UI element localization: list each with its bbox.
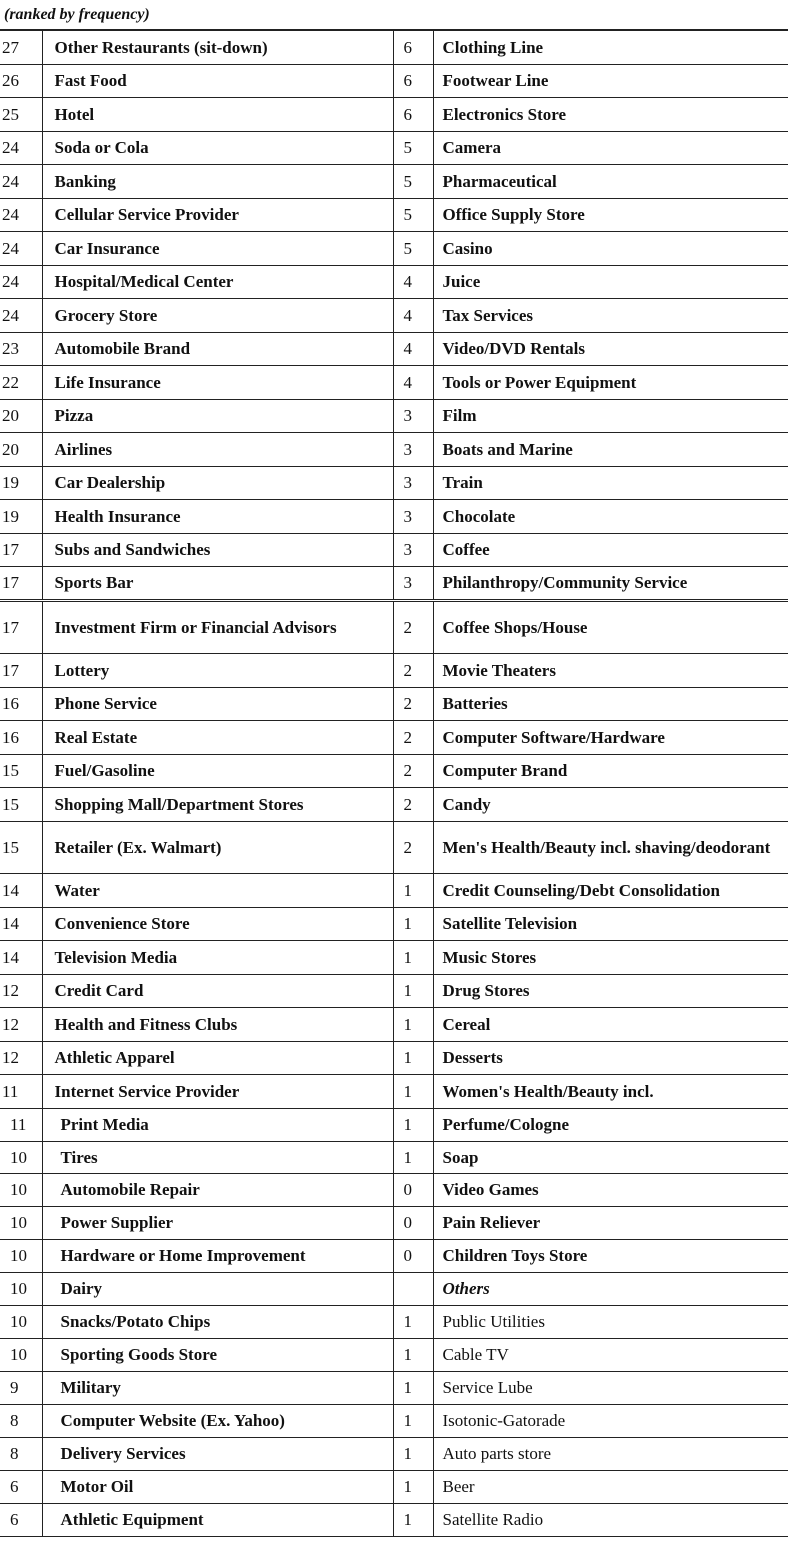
secondary-category-cell: Candy xyxy=(433,788,788,822)
secondary-category-cell: Philanthropy/Community Service xyxy=(433,567,788,601)
category-name-cell: Snacks/Potato Chips xyxy=(42,1306,393,1339)
secondary-category-cell: Satellite Radio xyxy=(433,1504,788,1537)
secondary-count-cell: 5 xyxy=(393,132,433,165)
secondary-category-cell: Credit Counseling/Debt Consolidation xyxy=(433,874,788,908)
table-row xyxy=(0,467,788,500)
secondary-category-cell: Perfume/Cologne xyxy=(433,1109,788,1142)
secondary-category-cell: Children Toys Store xyxy=(433,1240,788,1273)
category-name-cell: Grocery Store xyxy=(42,299,393,333)
rank-count-cell: 24 xyxy=(0,232,42,266)
category-name-cell: Athletic Equipment xyxy=(42,1504,393,1537)
secondary-count-cell: 5 xyxy=(393,199,433,232)
secondary-count-cell: 5 xyxy=(393,165,433,199)
table-row xyxy=(0,366,788,400)
table-row xyxy=(0,1109,788,1142)
category-name-cell: Shopping Mall/Department Stores xyxy=(42,788,393,822)
table-row xyxy=(0,31,788,65)
table-row xyxy=(0,1306,788,1339)
rank-count-cell: 6 xyxy=(0,1471,42,1504)
secondary-category-cell: Electronics Store xyxy=(433,98,788,132)
secondary-count-cell: 0 xyxy=(393,1240,433,1273)
category-name-cell: Hardware or Home Improvement xyxy=(42,1240,393,1273)
category-name-cell: Sports Bar xyxy=(42,567,393,601)
category-name-cell: Fast Food xyxy=(42,65,393,98)
secondary-category-cell: Satellite Television xyxy=(433,908,788,941)
category-name-cell: Health Insurance xyxy=(42,500,393,534)
secondary-count-cell: 0 xyxy=(393,1174,433,1207)
table-row xyxy=(0,98,788,132)
category-name-cell: Airlines xyxy=(42,433,393,467)
category-name-cell: Convenience Store xyxy=(42,908,393,941)
table-row xyxy=(0,908,788,941)
category-name-cell: Athletic Apparel xyxy=(42,1042,393,1075)
rank-count-cell: 14 xyxy=(0,908,42,941)
secondary-category-cell: Clothing Line xyxy=(433,31,788,65)
secondary-count-cell: 6 xyxy=(393,65,433,98)
secondary-count-cell: 2 xyxy=(393,688,433,721)
rank-count-cell: 24 xyxy=(0,199,42,232)
secondary-count-cell: 3 xyxy=(393,433,433,467)
secondary-count-cell: 1 xyxy=(393,1339,433,1372)
category-name-cell: Pizza xyxy=(42,400,393,433)
secondary-category-cell: Video/DVD Rentals xyxy=(433,333,788,366)
table-row xyxy=(0,941,788,975)
secondary-count-cell xyxy=(393,1273,433,1306)
rank-count-cell: 8 xyxy=(0,1438,42,1471)
table-row xyxy=(0,1207,788,1240)
secondary-category-cell: Chocolate xyxy=(433,500,788,534)
table-row xyxy=(0,65,788,98)
table-row xyxy=(0,165,788,199)
rank-count-cell: 15 xyxy=(0,788,42,822)
secondary-category-cell: Coffee Shops/House xyxy=(433,601,788,654)
category-name-cell: Health and Fitness Clubs xyxy=(42,1008,393,1042)
category-name-cell: Television Media xyxy=(42,941,393,975)
rank-count-cell: 26 xyxy=(0,65,42,98)
secondary-count-cell: 4 xyxy=(393,299,433,333)
secondary-category-cell: Boats and Marine xyxy=(433,433,788,467)
secondary-category-cell: Auto parts store xyxy=(433,1438,788,1471)
rank-count-cell: 12 xyxy=(0,1042,42,1075)
rank-count-cell: 6 xyxy=(0,1504,42,1537)
category-name-cell: Cellular Service Provider xyxy=(42,199,393,232)
secondary-count-cell: 1 xyxy=(393,1471,433,1504)
secondary-category-cell: Pain Reliever xyxy=(433,1207,788,1240)
table-row xyxy=(0,1339,788,1372)
rank-count-cell: 10 xyxy=(0,1339,42,1372)
table-row xyxy=(0,299,788,333)
category-name-cell: Life Insurance xyxy=(42,366,393,400)
table-row xyxy=(0,1042,788,1075)
table-row xyxy=(0,1438,788,1471)
secondary-count-cell: 1 xyxy=(393,1075,433,1109)
rank-count-cell: 12 xyxy=(0,975,42,1008)
table-row xyxy=(0,1008,788,1042)
secondary-category-cell: Coffee xyxy=(433,534,788,567)
category-name-cell: Other Restaurants (sit-down) xyxy=(42,31,393,65)
rank-count-cell: 11 xyxy=(0,1109,42,1142)
secondary-category-cell: Drug Stores xyxy=(433,975,788,1008)
table-row xyxy=(0,400,788,433)
category-name-cell: Hospital/Medical Center xyxy=(42,266,393,299)
frequency-table xyxy=(0,30,788,1537)
rank-count-cell: 10 xyxy=(0,1240,42,1273)
secondary-count-cell: 3 xyxy=(393,500,433,534)
table-row xyxy=(0,500,788,534)
table-row xyxy=(0,755,788,788)
secondary-category-cell: Cereal xyxy=(433,1008,788,1042)
rank-count-cell: 19 xyxy=(0,500,42,534)
category-name-cell: Retailer (Ex. Walmart) xyxy=(42,822,393,874)
secondary-category-cell: Tools or Power Equipment xyxy=(433,366,788,400)
secondary-count-cell: 1 xyxy=(393,874,433,908)
secondary-category-cell: Music Stores xyxy=(433,941,788,975)
secondary-count-cell: 0 xyxy=(393,1207,433,1240)
secondary-count-cell: 1 xyxy=(393,1372,433,1405)
secondary-count-cell: 1 xyxy=(393,975,433,1008)
table-row xyxy=(0,975,788,1008)
rank-count-cell: 24 xyxy=(0,132,42,165)
table-row xyxy=(0,433,788,467)
table-row xyxy=(0,1075,788,1109)
table-row xyxy=(0,266,788,299)
category-name-cell: Print Media xyxy=(42,1109,393,1142)
category-name-cell: Car Insurance xyxy=(42,232,393,266)
secondary-count-cell: 2 xyxy=(393,601,433,654)
secondary-count-cell: 3 xyxy=(393,467,433,500)
table-row xyxy=(0,1504,788,1537)
secondary-count-cell: 1 xyxy=(393,1008,433,1042)
secondary-count-cell: 5 xyxy=(393,232,433,266)
secondary-count-cell: 2 xyxy=(393,654,433,688)
category-name-cell: Tires xyxy=(42,1142,393,1174)
secondary-category-cell: Pharmaceutical xyxy=(433,165,788,199)
table-row xyxy=(0,232,788,266)
secondary-category-cell: Men's Health/Beauty incl. shaving/deodorant xyxy=(433,822,788,874)
secondary-category-cell: Casino xyxy=(433,232,788,266)
category-name-cell: Automobile Repair xyxy=(42,1174,393,1207)
category-name-cell: Internet Service Provider xyxy=(42,1075,393,1109)
secondary-category-cell: Movie Theaters xyxy=(433,654,788,688)
table-row xyxy=(0,534,788,567)
rank-count-cell: 10 xyxy=(0,1273,42,1306)
secondary-category-cell: Office Supply Store xyxy=(433,199,788,232)
rank-count-cell: 22 xyxy=(0,366,42,400)
rank-count-cell: 10 xyxy=(0,1142,42,1174)
secondary-count-cell: 1 xyxy=(393,908,433,941)
table-row xyxy=(0,1405,788,1438)
secondary-count-cell: 4 xyxy=(393,266,433,299)
category-name-cell: Car Dealership xyxy=(42,467,393,500)
table-row xyxy=(0,132,788,165)
rank-count-cell: 17 xyxy=(0,654,42,688)
rank-count-cell: 20 xyxy=(0,433,42,467)
secondary-category-cell: Film xyxy=(433,400,788,433)
category-name-cell: Computer Website (Ex. Yahoo) xyxy=(42,1405,393,1438)
table-row xyxy=(0,567,788,601)
rank-count-cell: 15 xyxy=(0,755,42,788)
category-name-cell: Hotel xyxy=(42,98,393,132)
rank-count-cell: 17 xyxy=(0,567,42,601)
rank-count-cell: 11 xyxy=(0,1075,42,1109)
rank-count-cell: 23 xyxy=(0,333,42,366)
secondary-count-cell: 1 xyxy=(393,1306,433,1339)
table-row xyxy=(0,1240,788,1273)
category-name-cell: Banking xyxy=(42,165,393,199)
rank-count-cell: 10 xyxy=(0,1207,42,1240)
secondary-count-cell: 1 xyxy=(393,1042,433,1075)
rank-count-cell: 10 xyxy=(0,1174,42,1207)
rank-count-cell: 16 xyxy=(0,688,42,721)
secondary-category-cell: Computer Brand xyxy=(433,755,788,788)
secondary-count-cell: 1 xyxy=(393,1438,433,1471)
category-name-cell: Water xyxy=(42,874,393,908)
category-name-cell: Sporting Goods Store xyxy=(42,1339,393,1372)
rank-count-cell: 10 xyxy=(0,1306,42,1339)
table-row xyxy=(0,601,788,654)
table-row xyxy=(0,654,788,688)
category-name-cell: Subs and Sandwiches xyxy=(42,534,393,567)
secondary-count-cell: 1 xyxy=(393,1109,433,1142)
rank-count-cell: 24 xyxy=(0,266,42,299)
rank-count-cell: 14 xyxy=(0,874,42,908)
secondary-category-cell: Beer xyxy=(433,1471,788,1504)
table-body xyxy=(0,31,788,1537)
secondary-count-cell: 1 xyxy=(393,1142,433,1174)
category-name-cell: Power Supplier xyxy=(42,1207,393,1240)
secondary-count-cell: 2 xyxy=(393,788,433,822)
category-name-cell: Real Estate xyxy=(42,721,393,755)
secondary-count-cell: 6 xyxy=(393,31,433,65)
secondary-count-cell: 3 xyxy=(393,534,433,567)
table-row xyxy=(0,1142,788,1174)
table-row xyxy=(0,688,788,721)
category-name-cell: Motor Oil xyxy=(42,1471,393,1504)
secondary-category-cell: Women's Health/Beauty incl. xyxy=(433,1075,788,1109)
table-row xyxy=(0,1372,788,1405)
rank-count-cell: 24 xyxy=(0,299,42,333)
table-row xyxy=(0,788,788,822)
table-row xyxy=(0,874,788,908)
table-row xyxy=(0,822,788,874)
secondary-category-cell: Computer Software/Hardware xyxy=(433,721,788,755)
secondary-count-cell: 6 xyxy=(393,98,433,132)
secondary-count-cell: 3 xyxy=(393,400,433,433)
secondary-category-cell: Footwear Line xyxy=(433,65,788,98)
table-row xyxy=(0,199,788,232)
table-caption: (ranked by frequency) xyxy=(0,0,788,30)
table-row xyxy=(0,333,788,366)
secondary-count-cell: 1 xyxy=(393,1504,433,1537)
secondary-category-cell: Cable TV xyxy=(433,1339,788,1372)
rank-count-cell: 27 xyxy=(0,31,42,65)
secondary-count-cell: 4 xyxy=(393,333,433,366)
category-name-cell: Lottery xyxy=(42,654,393,688)
category-name-cell: Automobile Brand xyxy=(42,333,393,366)
category-name-cell: Dairy xyxy=(42,1273,393,1306)
category-name-cell: Delivery Services xyxy=(42,1438,393,1471)
table-row xyxy=(0,721,788,755)
secondary-category-cell: Tax Services xyxy=(433,299,788,333)
rank-count-cell: 17 xyxy=(0,534,42,567)
secondary-count-cell: 4 xyxy=(393,366,433,400)
secondary-count-cell: 2 xyxy=(393,721,433,755)
secondary-category-cell: Video Games xyxy=(433,1174,788,1207)
secondary-count-cell: 1 xyxy=(393,941,433,975)
rank-count-cell: 17 xyxy=(0,601,42,654)
rank-count-cell: 20 xyxy=(0,400,42,433)
rank-count-cell: 19 xyxy=(0,467,42,500)
secondary-count-cell: 1 xyxy=(393,1405,433,1438)
secondary-category-cell: Others xyxy=(433,1273,788,1306)
category-name-cell: Phone Service xyxy=(42,688,393,721)
category-name-cell: Credit Card xyxy=(42,975,393,1008)
secondary-category-cell: Isotonic-Gatorade xyxy=(433,1405,788,1438)
category-name-cell: Fuel/Gasoline xyxy=(42,755,393,788)
rank-count-cell: 9 xyxy=(0,1372,42,1405)
secondary-count-cell: 3 xyxy=(393,567,433,601)
secondary-count-cell: 2 xyxy=(393,755,433,788)
secondary-category-cell: Desserts xyxy=(433,1042,788,1075)
secondary-category-cell: Camera xyxy=(433,132,788,165)
rank-count-cell: 15 xyxy=(0,822,42,874)
rank-count-cell: 25 xyxy=(0,98,42,132)
rank-count-cell: 8 xyxy=(0,1405,42,1438)
rank-count-cell: 14 xyxy=(0,941,42,975)
rank-count-cell: 16 xyxy=(0,721,42,755)
table-row xyxy=(0,1174,788,1207)
rank-count-cell: 12 xyxy=(0,1008,42,1042)
secondary-category-cell: Soap xyxy=(433,1142,788,1174)
secondary-category-cell: Juice xyxy=(433,266,788,299)
category-name-cell: Military xyxy=(42,1372,393,1405)
secondary-category-cell: Train xyxy=(433,467,788,500)
table-row xyxy=(0,1273,788,1306)
category-name-cell: Investment Firm or Financial Advisors xyxy=(42,601,393,654)
category-name-cell: Soda or Cola xyxy=(42,132,393,165)
rank-count-cell: 24 xyxy=(0,165,42,199)
secondary-category-cell: Public Utilities xyxy=(433,1306,788,1339)
secondary-count-cell: 2 xyxy=(393,822,433,874)
secondary-category-cell: Batteries xyxy=(433,688,788,721)
table-row xyxy=(0,1471,788,1504)
secondary-category-cell: Service Lube xyxy=(433,1372,788,1405)
